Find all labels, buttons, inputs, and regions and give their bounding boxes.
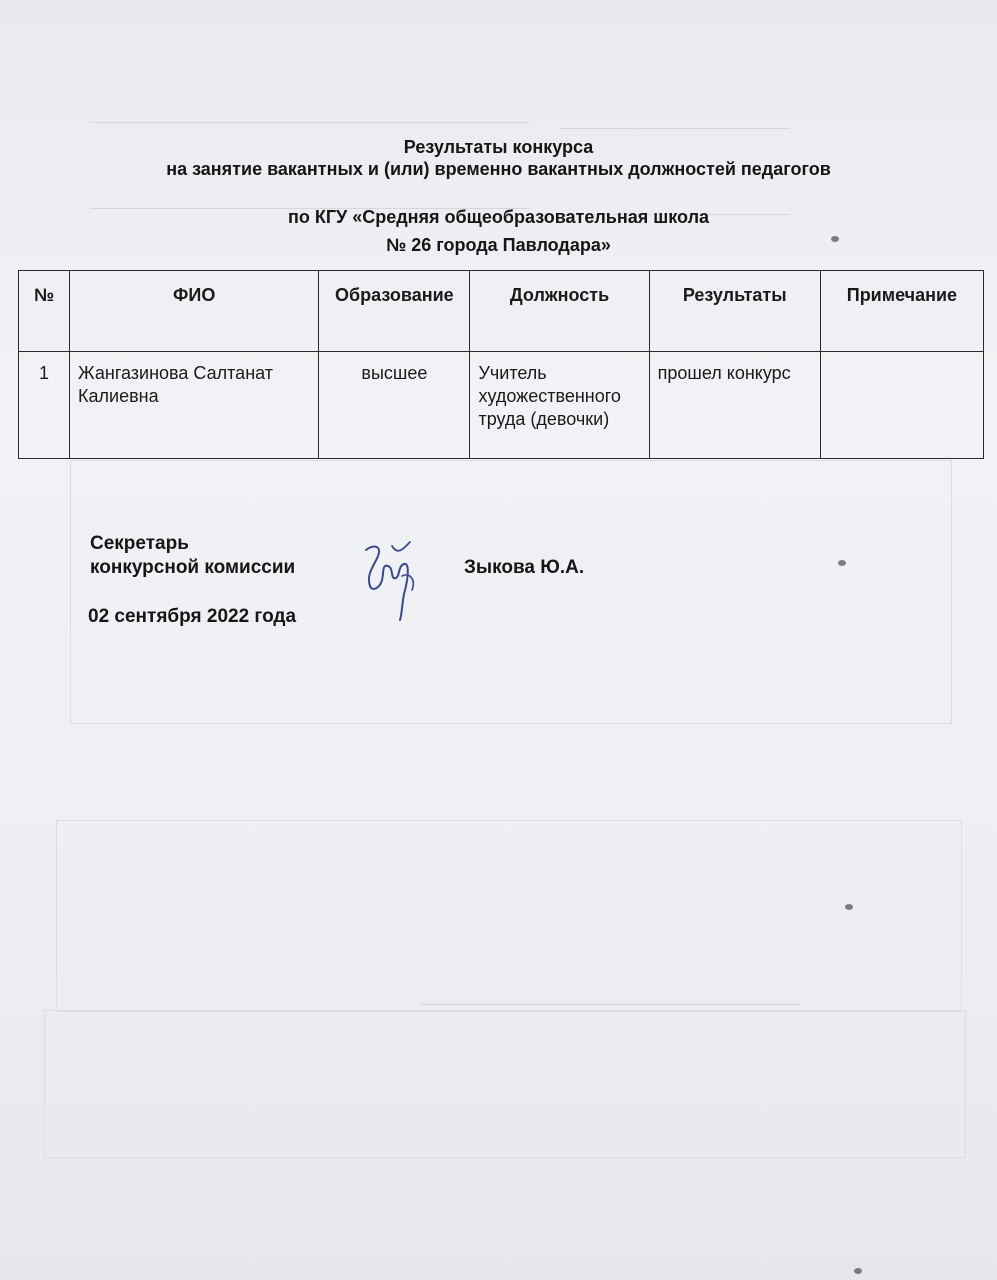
header-position: Должность [470,271,649,352]
secretary-role-line-2: конкурсной комиссии [90,557,296,578]
table-header-row [19,271,984,352]
title-line-4: № 26 города Павлодара» [386,235,611,255]
title-line-2: на занятие вакантных и (или) временно вакантных должностей педагогов [166,159,831,179]
table-row [19,352,984,459]
punch-dot [854,1268,862,1274]
punch-dot [845,904,853,910]
ghost-table [44,1010,966,1158]
ghost-table [56,820,962,1012]
cell-position: Учитель художественного труда (девочки) [470,352,649,459]
header-fio: ФИО [70,271,319,352]
secretary-name: Зыкова Ю.А. [464,557,585,578]
document-date: 02 сентября 2022 года [88,606,297,627]
cell-num: 1 [19,352,70,459]
ghost-line [560,128,790,129]
ghost-line [90,122,530,123]
header-results: Результаты [649,271,820,352]
cell-results: прошел конкурс [649,352,820,459]
cell-education: высшее [319,352,470,459]
title-line-1: Результаты конкурса [403,137,594,157]
header-num: № [19,271,70,352]
results-table [18,270,984,459]
punch-dot [838,560,846,566]
handwritten-signature [360,536,426,624]
ghost-table [70,460,952,724]
header-note: Примечание [820,271,983,352]
cell-fio: Жангазинова Салтанат Калиевна [70,352,319,459]
ghost-line [420,1004,800,1005]
title-line-3: по КГУ «Средняя общеобразовательная школа [287,207,710,227]
cell-note [820,352,983,459]
secretary-role-line-1: Секретарь [90,533,189,554]
header-education: Образование [319,271,470,352]
